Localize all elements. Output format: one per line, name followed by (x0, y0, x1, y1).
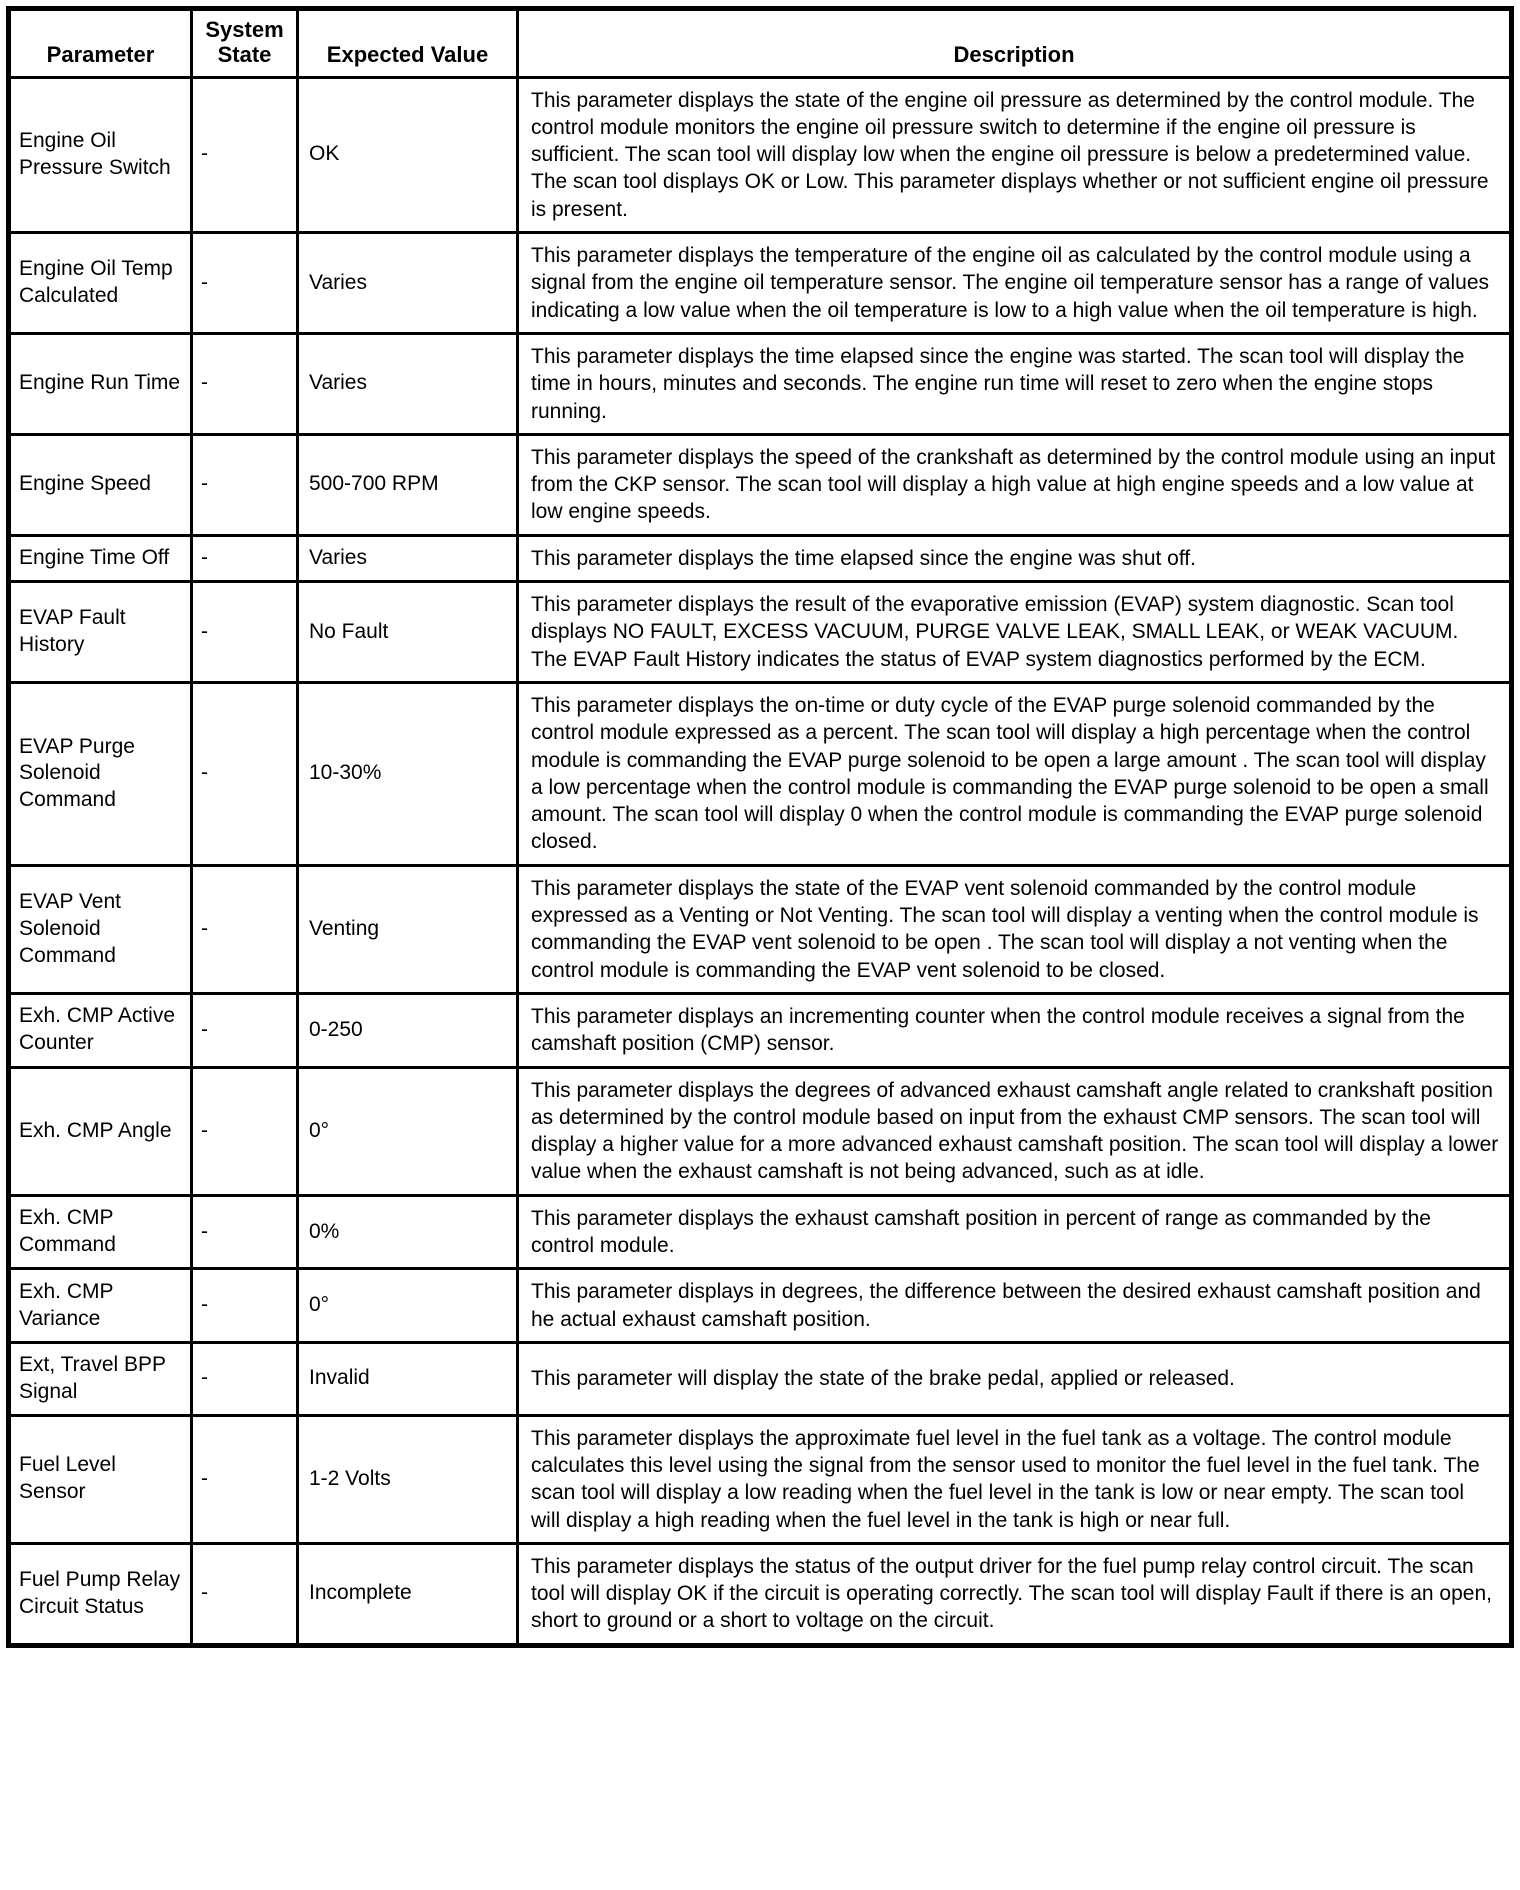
expected-value-cell: Incomplete (298, 1543, 518, 1645)
description-cell: This parameter displays the temperature of the engine oil as calculated by the control module using a signal from the engine oil temperature sensor. The engine oil temperature sensor has a range of values indicating a low value when the oil temperature is low to a high value when the oil temperature is high. (518, 233, 1512, 334)
expected-value-cell: Varies (298, 233, 518, 334)
description-cell: This parameter displays the time elapsed since the engine was started. The scan tool will display the time in hours, minutes and seconds. The engine run time will reset to zero when the engine stops running. (518, 333, 1512, 434)
expected-value-cell: OK (298, 77, 518, 232)
description-cell: This parameter displays the speed of the crankshaft as determined by the control module using an input from the CKP sensor. The scan tool will display a high value at high engine speeds and a low value at low engine speeds. (518, 434, 1512, 535)
table-row (9, 1543, 1512, 1645)
system-state-cell: - (192, 1067, 298, 1195)
expected-value-cell: Varies (298, 535, 518, 581)
system-state-cell: - (192, 682, 298, 865)
system-state-cell: - (192, 233, 298, 334)
header-parameter: Parameter (9, 9, 192, 78)
table-row (9, 582, 1512, 683)
parameter-cell: EVAP Vent Solenoid Command (9, 865, 192, 993)
parameter-cell: Ext, Travel BPP Signal (9, 1342, 192, 1415)
expected-value-cell: 0° (298, 1067, 518, 1195)
table-row (9, 535, 1512, 581)
system-state-cell: - (192, 434, 298, 535)
expected-value-cell: 0° (298, 1269, 518, 1343)
description-cell: This parameter displays the state of the EVAP vent solenoid commanded by the control module expressed as a Venting or Not Venting. The scan tool will display a venting when the control module is commanding the EVAP vent solenoid to be open . The scan tool will display a not venting when the control module is commanding the EVAP vent solenoid to be closed. (518, 865, 1512, 993)
parameter-cell: Exh. CMP Command (9, 1195, 192, 1269)
parameter-cell: Fuel Level Sensor (9, 1415, 192, 1543)
header-system-state: System State (192, 9, 298, 78)
expected-value-cell: 500-700 RPM (298, 434, 518, 535)
description-cell: This parameter displays an incrementing counter when the control module receives a signal from the camshaft position (CMP) sensor. (518, 993, 1512, 1067)
description-cell: This parameter displays the degrees of advanced exhaust camshaft angle related to crankshaft position as determined by the control module based on input from the exhaust CMP sensors. The scan tool will display a higher value for a more advanced exhaust camshaft position. The scan tool will display a lower value when the exhaust camshaft is not being advanced, such as at idle. (518, 1067, 1512, 1195)
header-expected-value: Expected Value (298, 9, 518, 78)
parameter-cell: Engine Oil Temp Calculated (9, 233, 192, 334)
expected-value-cell: 0-250 (298, 993, 518, 1067)
parameter-cell: Exh. CMP Variance (9, 1269, 192, 1343)
parameter-cell: EVAP Fault History (9, 582, 192, 683)
expected-value-cell: 10-30% (298, 682, 518, 865)
description-cell: This parameter displays in degrees, the difference between the desired exhaust camshaft position and he actual exhaust camshaft position. (518, 1269, 1512, 1343)
system-state-cell: - (192, 1543, 298, 1645)
expected-value-cell: 1-2 Volts (298, 1415, 518, 1543)
description-cell: This parameter displays the exhaust camshaft position in percent of range as commanded by the control module. (518, 1195, 1512, 1269)
system-state-cell: - (192, 77, 298, 232)
table-row (9, 333, 1512, 434)
header-row (9, 9, 1512, 78)
table-row (9, 1342, 1512, 1415)
system-state-cell: - (192, 1342, 298, 1415)
expected-value-cell: Invalid (298, 1342, 518, 1415)
description-cell: This parameter displays the approximate fuel level in the fuel tank as a voltage. The control module calculates this level using the signal from the sensor used to monitor the fuel level in the fuel tank. The scan tool will display a low reading when the fuel level in the tank is low or near empty. The scan tool will display a high reading when the fuel level in the tank is high or near full. (518, 1415, 1512, 1543)
parameter-cell: Engine Speed (9, 434, 192, 535)
table-row (9, 434, 1512, 535)
system-state-cell: - (192, 333, 298, 434)
description-cell: This parameter displays the status of the output driver for the fuel pump relay control circuit. The scan tool will display OK if the circuit is operating correctly. The scan tool will display Fault if there is an open, short to ground or a short to voltage on the circuit. (518, 1543, 1512, 1645)
table-row (9, 1067, 1512, 1195)
parameter-table (6, 6, 1514, 1648)
parameter-cell: Engine Time Off (9, 535, 192, 581)
table-row (9, 77, 1512, 232)
table-row (9, 1269, 1512, 1343)
parameter-cell: Engine Run Time (9, 333, 192, 434)
system-state-cell: - (192, 1269, 298, 1343)
system-state-cell: - (192, 582, 298, 683)
expected-value-cell: Varies (298, 333, 518, 434)
header-description: Description (518, 9, 1512, 78)
parameter-cell: Exh. CMP Angle (9, 1067, 192, 1195)
description-cell: This parameter displays the on-time or duty cycle of the EVAP purge solenoid commanded by the control module expressed as a percent. The scan tool will display a high percentage when the control module is commanding the EVAP purge solenoid to be open a large amount . The scan tool will display a low percentage when the control module is commanding the EVAP purge solenoid to be open a small amount. The scan tool will display 0 when the control module is commanding the EVAP purge solenoid closed. (518, 682, 1512, 865)
table-header (9, 9, 1512, 78)
description-cell: This parameter displays the time elapsed since the engine was shut off. (518, 535, 1512, 581)
table-row (9, 1195, 1512, 1269)
parameter-cell: EVAP Purge Solenoid Command (9, 682, 192, 865)
parameter-cell: Fuel Pump Relay Circuit Status (9, 1543, 192, 1645)
expected-value-cell: 0% (298, 1195, 518, 1269)
table-body (9, 77, 1512, 1645)
table-row (9, 865, 1512, 993)
table-row (9, 233, 1512, 334)
system-state-cell: - (192, 993, 298, 1067)
system-state-cell: - (192, 1415, 298, 1543)
description-cell: This parameter displays the state of the engine oil pressure as determined by the control module. The control module monitors the engine oil pressure switch to determine if the engine oil pressure is sufficient. The scan tool will display low when the engine oil pressure is below a predetermined value. The scan tool displays OK or Low. This parameter displays whether or not sufficient engine oil pressure is present. (518, 77, 1512, 232)
parameter-cell: Engine Oil Pressure Switch (9, 77, 192, 232)
expected-value-cell: No Fault (298, 582, 518, 683)
system-state-cell: - (192, 1195, 298, 1269)
expected-value-cell: Venting (298, 865, 518, 993)
parameter-cell: Exh. CMP Active Counter (9, 993, 192, 1067)
system-state-cell: - (192, 535, 298, 581)
system-state-cell: - (192, 865, 298, 993)
description-cell: This parameter will display the state of the brake pedal, applied or released. (518, 1342, 1512, 1415)
table-row (9, 1415, 1512, 1543)
table-row (9, 682, 1512, 865)
description-cell: This parameter displays the result of the evaporative emission (EVAP) system diagnostic. Scan tool displays NO FAULT, EXCESS VACUUM, PURGE VALVE LEAK, SMALL LEAK, or WEAK VACUUM. The EVAP Fault History indicates the status of EVAP system diagnostics performed by the ECM. (518, 582, 1512, 683)
table-row (9, 993, 1512, 1067)
